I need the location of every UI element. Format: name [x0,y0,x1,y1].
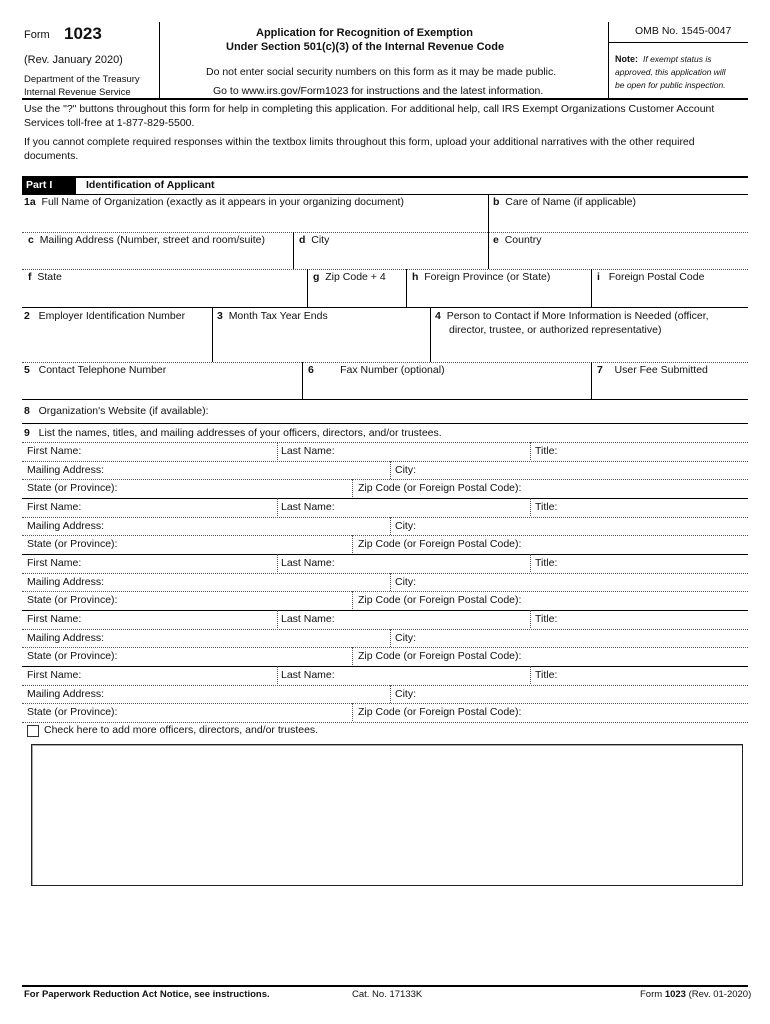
officer-mailing-address-label: Mailing Address: [27,688,105,700]
tax-year-end-field[interactable] [213,307,430,362]
officer-first-name-field[interactable] [85,442,275,460]
officer-zip-label: Zip Code (or Foreign Postal Code): [358,482,522,494]
officer-zip-field[interactable] [522,535,748,553]
officer-last-name-label: Last Name: [281,557,335,569]
officer-last-name-field[interactable] [336,442,528,460]
add-more-checkbox[interactable] [27,725,39,737]
form-title-line2: Under Section 501(c)(3) of the Internal Revenue Code [226,41,505,53]
website-field[interactable] [220,400,748,422]
foreign-postal-code-field[interactable] [592,269,748,307]
line-3-label: 3 Month Tax Year Ends [217,310,328,322]
additional-officers-textarea[interactable] [31,744,743,886]
officer-first-name-field[interactable] [85,554,275,572]
officer-city-label: City: [395,576,416,588]
line-1d-label: d City [299,234,330,246]
care-of-name-field[interactable] [489,194,748,232]
officer-state-field[interactable] [122,647,350,665]
part1-title: Identification of Applicant [86,179,215,191]
fax-field[interactable] [303,362,591,399]
officer-zip-label: Zip Code (or Foreign Postal Code): [358,706,522,718]
officer-city-field[interactable] [420,461,748,479]
footer-form-id: Form 1023 (Rev. 01-2020) [640,989,752,1000]
officer-mailing-address-label: Mailing Address: [27,464,105,476]
officer-zip-field[interactable] [522,591,748,609]
note-line2: approved, this application will [615,67,726,77]
officer-state-field[interactable] [122,479,350,497]
officer-first-name-label: First Name: [27,445,82,457]
officer-mailing-address-field[interactable] [110,461,388,479]
officer-first-name-field[interactable] [85,666,275,684]
line-4-label-cont: director, trustee, or authorized representative) [449,324,662,336]
officer-city-field[interactable] [420,685,748,703]
officer-state-label: State (or Province): [27,650,118,662]
footer-cat-number: Cat. No. 17133K [352,989,423,1000]
officer-title-field[interactable] [562,442,748,460]
officer-first-name-label: First Name: [27,501,82,513]
ein-field[interactable] [22,307,212,362]
note-line1: If exempt status is [643,54,712,64]
zip-code-field[interactable] [308,269,406,307]
org-name-field[interactable] [22,194,488,232]
officer-title-label: Title: [535,445,558,457]
officer-last-name-label: Last Name: [281,501,335,513]
officer-state-label: State (or Province): [27,538,118,550]
city-field[interactable] [294,232,488,269]
officer-title-field[interactable] [562,498,748,516]
officer-zip-field[interactable] [522,703,748,721]
note-label: Note: [615,54,638,64]
officer-city-label: City: [395,632,416,644]
instructions-line2: Services toll-free at 1-877-829-5500. [24,117,195,129]
officer-first-name-label: First Name: [27,557,82,569]
officer-zip-field[interactable] [522,647,748,665]
officer-title-label: Title: [535,557,558,569]
line-1g-label: g Zip Code + 4 [313,271,386,283]
officer-mailing-address-label: Mailing Address: [27,520,105,532]
officer-state-label: State (or Province): [27,706,118,718]
country-field[interactable] [489,232,748,269]
dept-treasury: Department of the Treasury [24,74,140,85]
officer-state-label: State (or Province): [27,482,118,494]
line-1e-label: e Country [493,234,542,246]
officer-first-name-label: First Name: [27,669,82,681]
line-6-label: 6 Fax Number (optional) [308,364,445,376]
officer-city-field[interactable] [420,573,748,591]
ssn-warning: Do not enter social security numbers on this form as it may be made public. [206,66,557,78]
officer-first-name-field[interactable] [85,610,275,628]
form-word: Form [24,29,50,41]
line-1f-label: f State [28,271,62,283]
foreign-province-field[interactable] [407,269,591,307]
line-2-label: 2 Employer Identification Number [24,310,186,322]
officer-mailing-address-label: Mailing Address: [27,632,105,644]
officer-city-label: City: [395,688,416,700]
line-1b-label: b Care of Name (if applicable) [493,196,636,208]
officer-title-label: Title: [535,613,558,625]
officer-title-label: Title: [535,669,558,681]
officer-zip-label: Zip Code (or Foreign Postal Code): [358,650,522,662]
omb-number: OMB No. 1545-0047 [635,25,732,37]
officer-state-field[interactable] [122,535,350,553]
officer-city-label: City: [395,520,416,532]
officer-title-field[interactable] [562,610,748,628]
instructions-line1: Use the "?" buttons throughout this form for help in completing this application. For additional help, call IRS Exempt Organizations Customer Account [24,103,715,115]
line-5-label: 5 Contact Telephone Number [24,364,167,376]
instructions-line3: If you cannot complete required responses within the textbox limits throughout this form, upload your additional narratives with the other required [24,136,695,148]
dept-irs: Internal Revenue Service [24,87,131,98]
officer-mailing-address-label: Mailing Address: [27,576,105,588]
officer-title-field[interactable] [562,666,748,684]
line-7-label: 7 User Fee Submitted [597,364,708,376]
officer-mailing-address-field[interactable] [110,629,388,647]
officer-zip-field[interactable] [522,479,748,497]
officer-city-field[interactable] [420,517,748,535]
officer-last-name-label: Last Name: [281,445,335,457]
part1-label: Part I [26,179,53,191]
officer-title-label: Title: [535,501,558,513]
form-title-line1: Application for Recognition of Exemption [256,27,473,39]
add-more-label: Check here to add more officers, directors, and/or trustees. [44,724,319,736]
line-1c-label: c Mailing Address (Number, street and room/suite) [28,234,265,246]
contact-person-field[interactable] [431,307,748,362]
officer-zip-label: Zip Code (or Foreign Postal Code): [358,538,522,550]
officer-mailing-address-field[interactable] [110,573,388,591]
instructions-line4: documents. [24,150,79,162]
officer-title-field[interactable] [562,554,748,572]
officer-mailing-address-field[interactable] [110,685,388,703]
officer-city-field[interactable] [420,629,748,647]
telephone-field[interactable] [22,362,302,399]
officer-last-name-label: Last Name: [281,669,335,681]
line-1i-label: i Foreign Postal Code [597,271,705,283]
officer-last-name-field[interactable] [336,498,528,516]
officer-first-name-label: First Name: [27,613,82,625]
officer-mailing-address-field[interactable] [110,517,388,535]
officer-last-name-label: Last Name: [281,613,335,625]
officer-state-label: State (or Province): [27,594,118,606]
officer-city-label: City: [395,464,416,476]
officer-zip-label: Zip Code (or Foreign Postal Code): [358,594,522,606]
line-4-label: 4 Person to Contact if More Information is Needed (officer, [435,310,709,322]
footer-paperwork: For Paperwork Reduction Act Notice, see instructions. [24,989,270,1000]
officer-last-name-field[interactable] [336,610,528,628]
officer-last-name-field[interactable] [336,554,528,572]
state-field[interactable] [22,269,307,307]
officer-last-name-field[interactable] [336,666,528,684]
officer-state-field[interactable] [122,703,350,721]
form-number: 1023 [64,24,102,43]
rev-date: (Rev. January 2020) [24,54,123,66]
officer-first-name-field[interactable] [85,498,275,516]
line-9-label: 9 List the names, titles, and mailing addresses of your officers, directors, and/or trustees. [24,427,442,439]
line-1a-label: 1a Full Name of Organization (exactly as it appears in your organizing document) [24,196,404,208]
officer-state-field[interactable] [122,591,350,609]
line-8-label: 8 Organization's Website (if available): [24,405,209,417]
user-fee-field[interactable] [592,362,748,399]
goto-instructions: Go to www.irs.gov/Form1023 for instructions and the latest information. [213,85,544,97]
line-1h-label: h Foreign Province (or State) [412,271,551,283]
mailing-address-field[interactable] [22,232,293,269]
note-line3: be open for public inspection. [615,80,726,90]
